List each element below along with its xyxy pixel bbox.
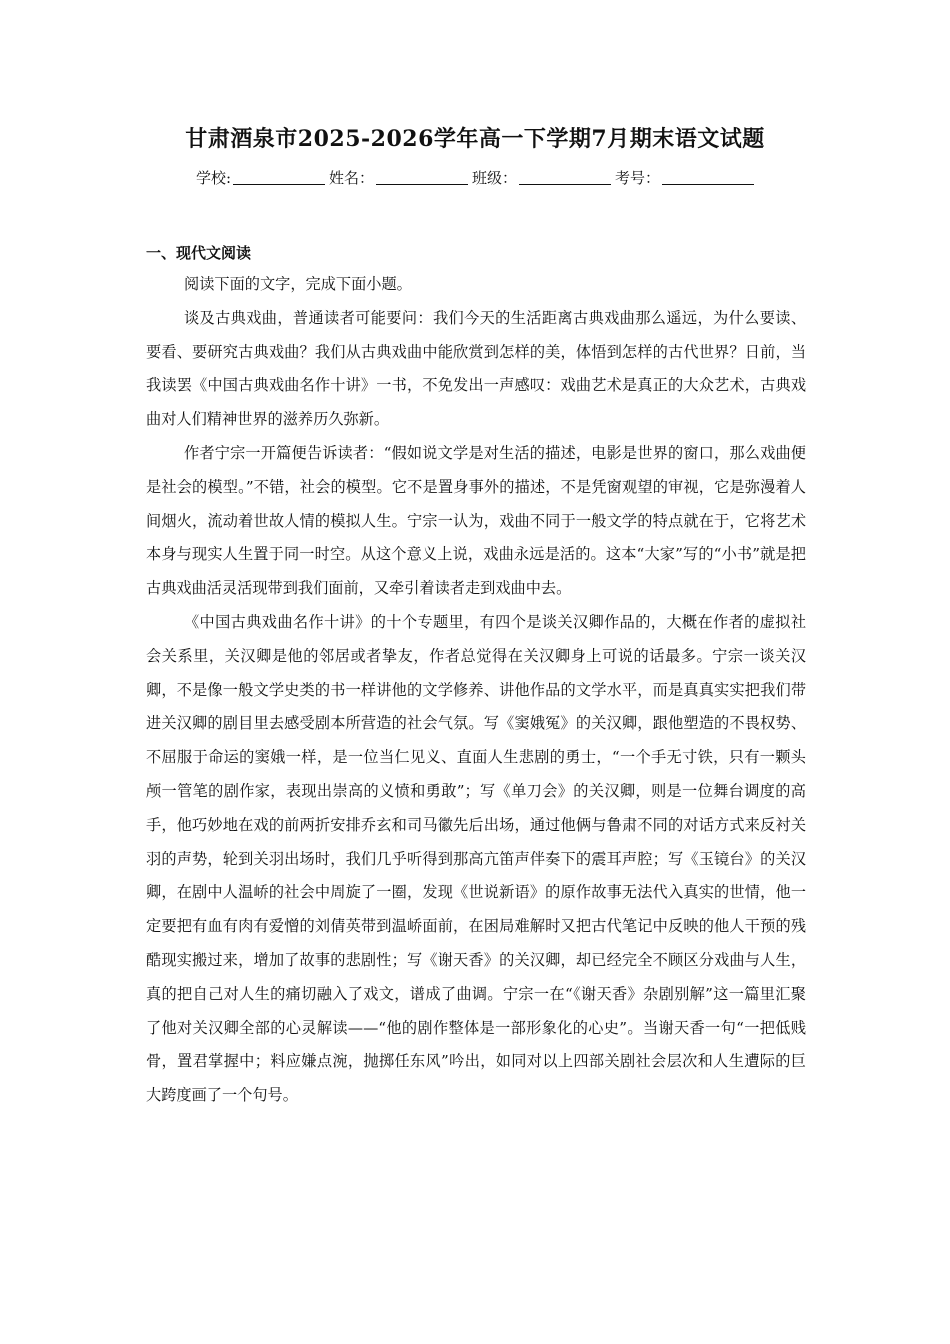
- exam-title: 甘肃酒泉市2025-2026学年高一下学期7月期末语文试题: [185, 126, 765, 152]
- exam-number-field: [615, 164, 754, 192]
- school-label: 学校:: [195, 169, 231, 187]
- class-field: [472, 164, 611, 192]
- section-heading: 一、现代文阅读: [146, 244, 252, 262]
- class-label: 班级：: [472, 169, 518, 187]
- name-label: 姓名：: [329, 169, 375, 187]
- passage-paragraph-3: 《中国古典戏曲名作十讲》的十个专题里，有四个是谈关汉卿作品的，大概在作者的虚拟社会关系里，关汉卿是他的邻居或者挚友，作者总觉得在关汉卿身上可说的话最多。宁宗一谈关汉卿，不是像一般文学史类的书一样讲他的文学修养、讲他作品的文学水平，而是真真实实把我们带进关汉卿的剧目里去感受剧本所营造的社会气氛。写《窦娥冤》的关汉卿，跟他塑造的不畏权势、不屈服于命运的窦娥一样，是一位当仁见义、直面人生悲剧的勇士，“一个手无寸铁，只有一颗头颅一管笔的剧作家，表现出崇高的义愤和勇敢”；写《单刀会》的关汉卿，则是一位舞台调度的高手，他巧妙地在戏的前两折安排乔玄和司马徽先后出场，通过他俩与鲁肃不同的对话方式来反衬关羽的声势，轮到关羽出场时，我们几乎听得到那高亢笛声伴奏下的震耳声腔；写《玉镜台》的关汉卿，在剧中人温峤的社会中周旋了一圈，发现《世说新语》的原作故事无法代入真实的世情，他一定要把有血有肉有爱憎的刘倩英带到温峤面前，在困局难解时又把古代笔记中反映的他人干预的残酷现实搬过来，增加了故事的悲剧性；写《谢天香》的关汉卿，却已经完全不顾区分戏曲与人生，真的把自己对人生的痛切融入了戏文，谱成了曲调。宁宗一在“《谢天香》杂剧别解”这一篇里汇聚了他对关汉卿全部的心灵解读——“他的剧作整体是一部形象化的心史”。当谢天香一句“一把低贱骨，置君掌握中；料应嫌点涴，抛掷任东风”吟出，如同对以上四部关剧社会层次和人生遭际的巨大跨度画了一个句号。: [146, 612, 806, 1105]
- name-field: [329, 164, 468, 192]
- reading-passage: [146, 268, 806, 1113]
- student-info-row: [0, 164, 950, 192]
- exam-number-blank[interactable]: [662, 166, 754, 185]
- school-field: [196, 164, 325, 192]
- class-blank[interactable]: [519, 166, 611, 185]
- passage-paragraph-2: 作者宁宗一开篇便告诉读者：“假如说文学是对生活的描述，电影是世界的窗口，那么戏曲便是社会的模型。”不错，社会的模型。它不是置身事外的描述，不是凭窗观望的审视，它是弥漫着人间烟火，流动着世故人情的模拟人生。宁宗一认为，戏曲不同于一般文学的特点就在于，它将艺术本身与现实人生置于同一时空。从这个意义上说，戏曲永远是活的。这本“大家”写的“小书”就是把古典戏曲活灵活现带到我们面前，又牵引着读者走到戏曲中去。: [146, 443, 806, 598]
- exam-number-label: 考号：: [615, 169, 661, 187]
- name-blank[interactable]: [376, 166, 468, 185]
- instruction-paragraph: 阅读下面的文字，完成下面小题。: [184, 275, 412, 293]
- school-blank[interactable]: [233, 166, 325, 185]
- passage-paragraph-1: 谈及古典戏曲，普通读者可能要问：我们今天的生活距离古典戏曲那么遥远，为什么要读、要看、要研究古典戏曲？我们从古典戏曲中能欣赏到怎样的美，体悟到怎样的古代世界？日前，当我读罢《中国古典戏曲名作十讲》一书，不免发出一声感叹：戏曲艺术是真正的大众艺术，古典戏曲对人们精神世界的滋养历久弥新。: [146, 308, 806, 429]
